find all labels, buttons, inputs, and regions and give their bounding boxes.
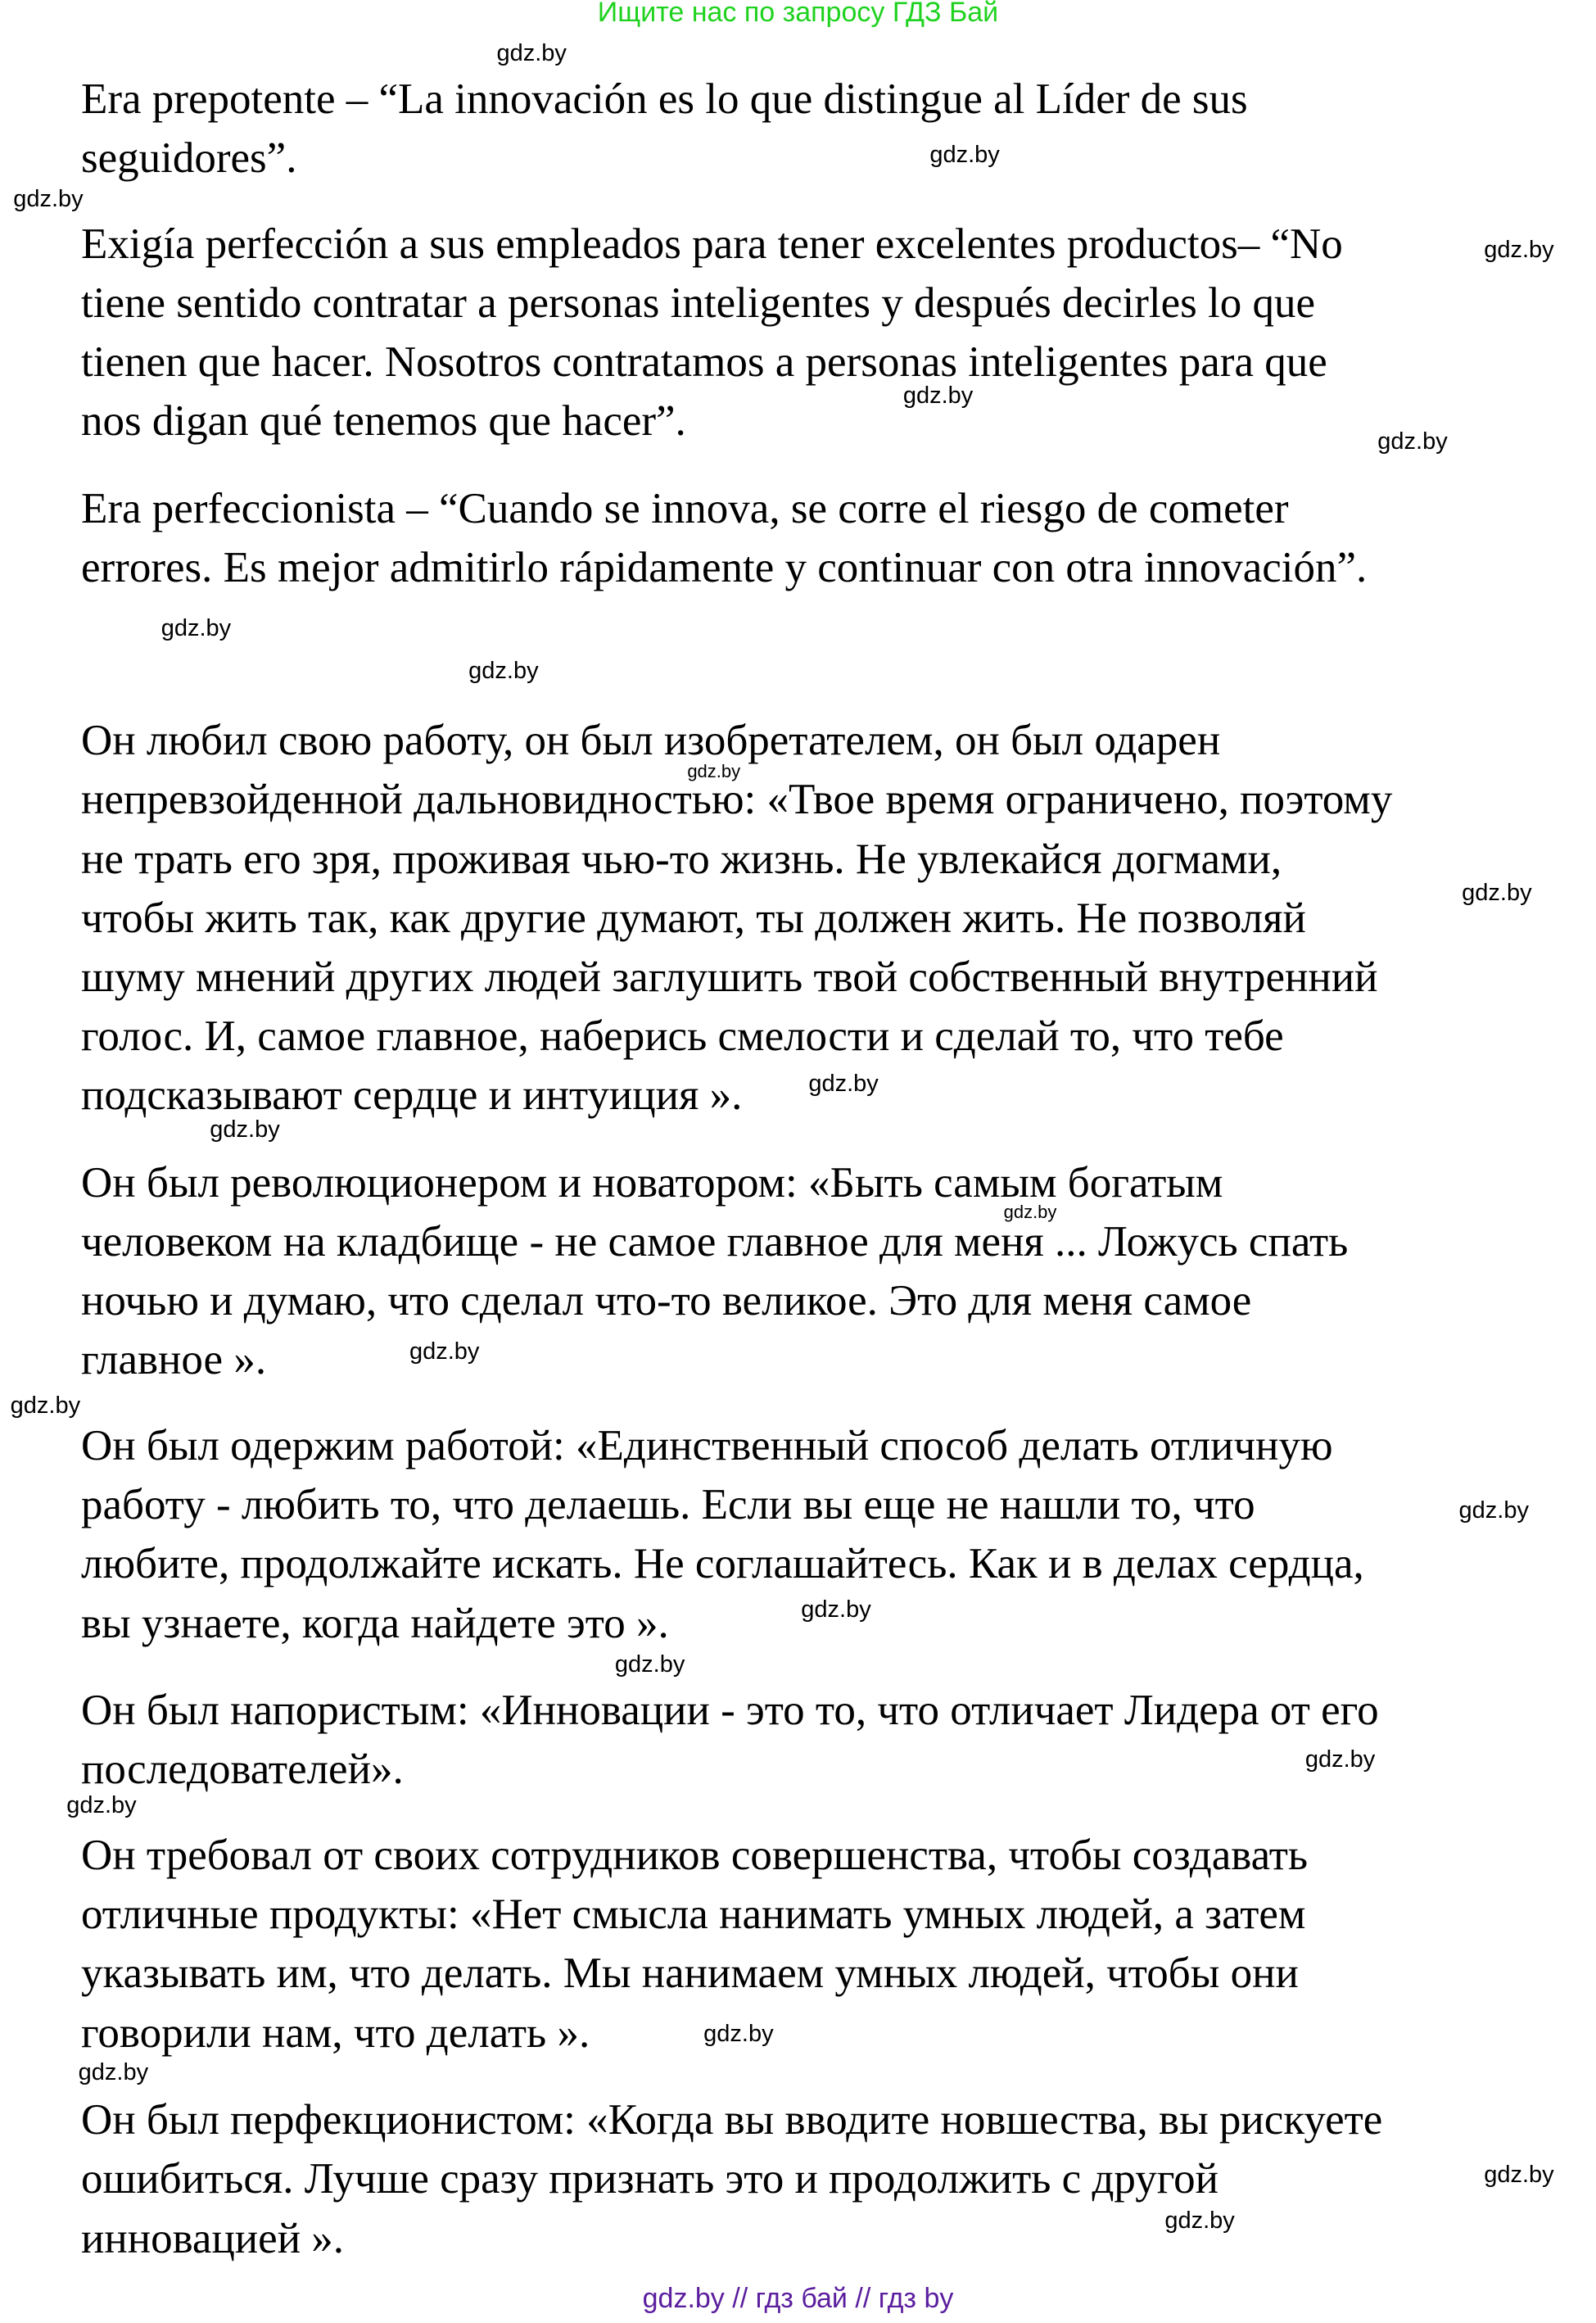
text-line: говорили нам, что делать ». <box>81 2008 590 2057</box>
gdz-watermark: gdz.by <box>1458 1497 1529 1524</box>
text-line: указывать им, что делать. Мы нанимаем умных людей, чтобы они <box>81 1949 1299 1998</box>
text-line: Exigía perfección a sus empleados para tener excelentes productos– “No <box>81 220 1343 268</box>
text-line: последователей». <box>81 1746 404 1794</box>
gdz-watermark: gdz.by <box>1164 2207 1235 2234</box>
gdz-watermark: gdz.by <box>801 1596 871 1623</box>
text-line: инновацией ». <box>81 2214 345 2262</box>
gdz-watermark: gdz.by <box>614 1651 685 1678</box>
gdz-watermark: gdz.by <box>468 658 539 685</box>
gdz-watermark: gdz.by <box>1484 236 1554 263</box>
text-line: Он требовал от своих сотрудников совершенства, чтобы создавать <box>81 1832 1309 1880</box>
text-line: человеком на кладбище - не самое главное для меня ... Ложусь спать <box>81 1218 1349 1266</box>
text-line: шуму мнений других людей заглушить твой собственный внутренний <box>81 953 1378 1001</box>
gdz-watermark: gdz.by <box>1462 879 1532 906</box>
text-line: отличные продукты: «Нет смысла нанимать умных людей, а затем <box>81 1891 1306 1939</box>
text-line: не трать его зря, проживая чью-то жизнь. Не увлекайся догмами, <box>81 835 1282 883</box>
text-line: подсказывают сердце и интуиция ». <box>81 1071 743 1120</box>
gdz-watermark: gdz.by <box>808 1070 879 1097</box>
text-line: errores. Es mejor admitirlo rápidamente y continuar con otra innovación”. <box>81 543 1368 591</box>
text-line: Он был перфекционистом: «Когда вы вводите новшества, вы рискуете <box>81 2096 1383 2144</box>
footer-watermark: gdz.by // гдз бай // гдз by <box>642 2283 954 2314</box>
gdz-watermark: gdz.by <box>210 1116 280 1143</box>
text-line: seguidores”. <box>81 134 297 182</box>
gdz-watermark: gdz.by <box>1484 2161 1554 2188</box>
text-line: nos digan qué tenemos que hacer”. <box>81 397 686 446</box>
text-line: Era perfeccionista – “Cuando se innova, se corre el riesgo de cometer <box>81 484 1289 532</box>
text-line: непревзойденной дальновидностью: «Твое время ограничено, поэтому <box>81 776 1393 824</box>
text-line: голос. И, самое главное, наберись смелости и сделай то, что тебе <box>81 1012 1284 1061</box>
gdz-watermark: gdz.by <box>1304 1746 1376 1773</box>
gdz-watermark: gdz.by <box>161 614 232 641</box>
text-line: Era prepotente – “La innovación es lo que distingue al Líder de sus <box>81 75 1248 123</box>
gdz-watermark: gdz.by <box>703 2021 774 2048</box>
text-line: Он был одержим работой: «Единственный способ делать отличную <box>81 1422 1333 1470</box>
gdz-watermark: gdz.by <box>66 1791 137 1818</box>
text-line: ночью и думаю, что сделал что-то великое. Это для меня самое <box>81 1277 1252 1325</box>
gdz-watermark: gdz.by <box>929 142 1000 169</box>
text-line: tiene sentido contratar a personas inteligentes y después decirles lo que <box>81 278 1316 327</box>
text-line: чтобы жить так, как другие думают, ты должен жить. Не позволяй <box>81 894 1306 942</box>
search-hint-banner: Ищите нас по запросу ГДЗ Бай <box>597 0 999 28</box>
text-line: Он был революционером и новатором: «Быть самым богатым <box>81 1158 1223 1207</box>
text-line: Он любил свою работу, он был изобретателем, он был одарен <box>81 717 1221 765</box>
gdz-watermark: gdz.by <box>10 1392 81 1420</box>
gdz-watermark: gdz.by <box>496 39 567 66</box>
gdz-watermark: gdz.by <box>902 383 974 410</box>
gdz-watermark: gdz.by <box>687 760 741 781</box>
gdz-watermark: gdz.by <box>13 186 84 213</box>
text-line: любите, продолжайте искать. Не соглашайтесь. Как и в делах сердца, <box>81 1540 1364 1588</box>
text-line: ошибиться. Лучше сразу признать это и продолжить с другой <box>81 2155 1218 2203</box>
text-line: Он был напористым: «Инновации - это то, что отличает Лидера от его <box>81 1687 1379 1735</box>
gdz-watermark: gdz.by <box>1377 428 1448 455</box>
text-line: работу - любить то, что делаешь. Если вы еще не нашли то, что <box>81 1481 1255 1529</box>
gdz-watermark: gdz.by <box>409 1338 480 1365</box>
text-line: вы узнаете, когда найдете это ». <box>81 1599 669 1647</box>
text-line: tienen que hacer. Nosotros contratamos a personas inteligentes para que <box>81 338 1327 387</box>
gdz-watermark: gdz.by <box>78 2059 149 2086</box>
gdz-watermark: gdz.by <box>1003 1201 1057 1222</box>
text-line: главное ». <box>81 1336 267 1384</box>
